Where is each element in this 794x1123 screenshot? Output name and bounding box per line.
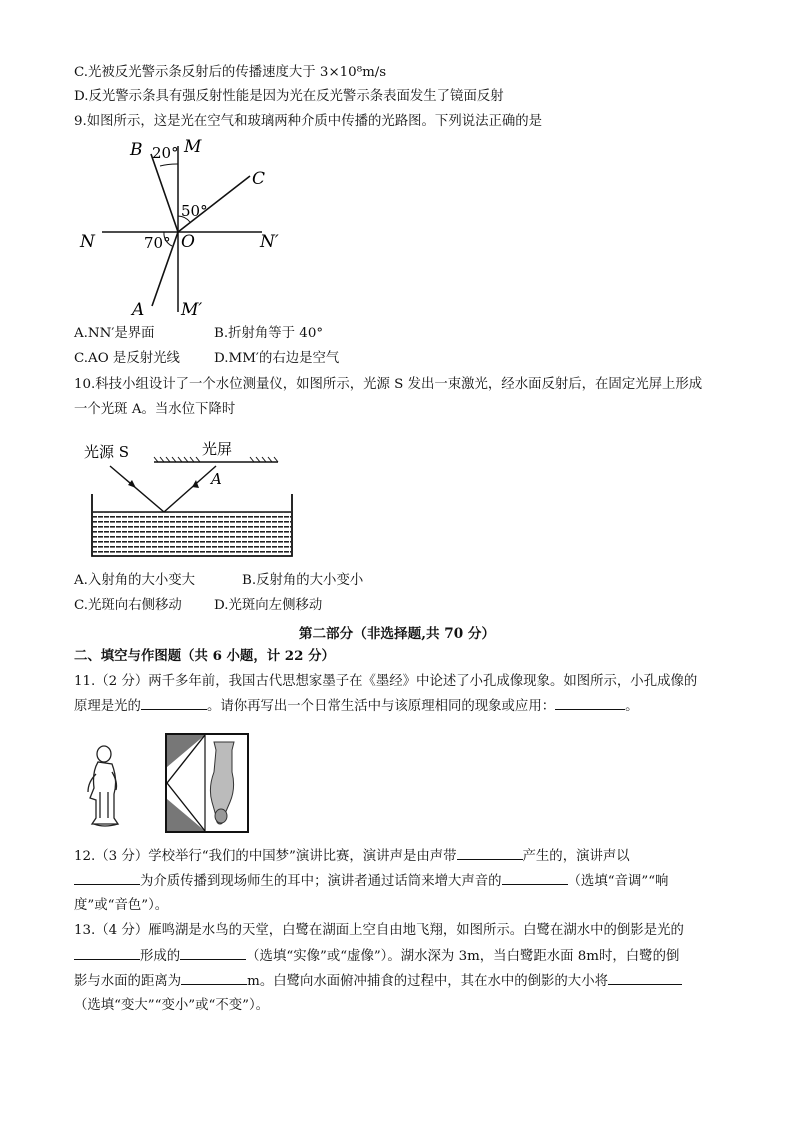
angle-70-label: 70° — [144, 234, 171, 252]
q13-blank-4[interactable] — [608, 972, 682, 985]
q10-stem-line-2: 一个光斑 A。当水位下降时 — [74, 402, 236, 417]
q10-stem-line-1: 10.科技小组设计了一个水位测量仪，如图所示，光源 S 发出一束激光，经水面反射后，在固定光屏上形成 — [74, 377, 703, 392]
q12-line-1 — [74, 847, 630, 866]
q12-blank-2[interactable] — [74, 872, 140, 885]
q13-blank-3[interactable] — [181, 972, 247, 985]
q9-stem: 9.如图所示，这是光在空气和玻璃两种介质中传播的光路图。下列说法正确的是 — [74, 114, 543, 129]
q9-option-a: A.NN′是界面 — [74, 326, 155, 341]
q13-line-1: 13.（4 分）雁鸣湖是水鸟的天堂，白鹭在湖面上空自由地飞翔，如图所示。白鹭在湖水中的倒影是光的 — [74, 923, 684, 938]
label-n-prime: N′ — [260, 232, 279, 252]
reflected-ray — [164, 466, 216, 512]
ray-ob — [151, 154, 178, 232]
incident-ray — [110, 466, 164, 512]
spot-a-label: A — [211, 470, 222, 488]
q13-blank-1[interactable] — [74, 947, 140, 960]
label-m: M — [184, 137, 202, 157]
q13-text-d: m。白鹭向水面俯冲捕食的过程中，其在水中的倒影的大小将 — [247, 974, 608, 989]
source-label: 光源 S — [84, 443, 130, 461]
q9-option-b: B.折射角等于 40° — [214, 326, 324, 341]
incident-arrow — [128, 480, 136, 488]
q11-line-2 — [74, 697, 639, 716]
angle-50-label: 50° — [181, 202, 208, 220]
q12-text-d: （选填“音调”“响 — [567, 874, 669, 889]
q13-text-b: （选填“实像”或“虚像”）。湖水深为 3m，当白鹭距水面 8m时，白鹭的倒 — [246, 949, 680, 964]
q13-text-c: 影与水面的距离为 — [74, 974, 182, 989]
q12-line-3: 度”或“音色”）。 — [74, 898, 169, 913]
q13-text-a: 形成的 — [140, 949, 181, 964]
water-body — [93, 512, 291, 555]
q12-line-2 — [74, 872, 668, 891]
angle-20-label: 20° — [152, 144, 179, 162]
q13-line-3 — [74, 972, 682, 991]
section-two-heading: 二、填空与作图题（共 6 小题，计 22 分） — [74, 648, 335, 664]
q12-blank-3[interactable] — [502, 872, 568, 885]
q12-text-c: 为介质传播到现场师生的耳中；演讲者通过话筒来增大声音的 — [140, 874, 502, 889]
label-o: O — [181, 232, 195, 252]
q12-text-b: 产生的，演讲声以 — [522, 849, 630, 864]
q12-text-a: 12.（3 分）学校举行“我们的中国梦”演讲比赛，演讲声是由声带 — [74, 849, 457, 864]
q10-options-row-1 — [74, 572, 364, 590]
part-two-title: 第二部分（非选择题,共 70 分） — [298, 626, 496, 642]
q12-blank-1[interactable] — [457, 847, 523, 860]
q8-option-c: C.光被反光警示条反射后的传播速度大于 3×10⁸m/s — [74, 65, 387, 80]
q9-option-d: D.MM′的右边是空气 — [214, 351, 340, 366]
person-figure — [88, 746, 118, 826]
q10-option-c: C.光斑向右侧移动 — [74, 598, 182, 613]
q11-line-1: 11.（2 分）两千多年前，我国古代思想家墨子在《墨经》中论述了小孔成像现象。如图所示，小孔成像的 — [74, 674, 698, 689]
label-m-prime: M′ — [181, 300, 203, 320]
q10-option-d: D.光斑向左侧移动 — [214, 598, 323, 613]
screen-label: 光屏 — [202, 440, 233, 458]
q9-options-row-2 — [74, 350, 340, 368]
q10-water-level-figure — [74, 436, 306, 562]
q11-blank-2[interactable] — [555, 697, 625, 710]
q13-line-2 — [74, 947, 679, 966]
label-b: B — [130, 140, 143, 160]
q13-blank-2[interactable] — [180, 947, 246, 960]
q8-option-d: D.反光警示条具有强反射性能是因为光在反光警示条表面发生了镜面反射 — [74, 89, 504, 104]
label-n: N — [80, 232, 95, 252]
q11-text-c: 。 — [625, 699, 639, 714]
q10-option-a: A.入射角的大小变大 — [74, 573, 196, 588]
q9-option-c: C.AO 是反射光线 — [74, 351, 180, 366]
angle-arc-20 — [160, 164, 178, 166]
q9-options-row-1 — [74, 325, 324, 343]
q11-blank-1[interactable] — [141, 697, 207, 710]
q11-text-b: 。请你再写出一个日常生活中与该原理相同的现象或应用： — [206, 699, 556, 714]
q11-text-a: 原理是光的 — [74, 699, 141, 714]
q13-line-4: （选填“变大”“变小”或“不变”）。 — [74, 998, 270, 1013]
q10-option-b: B.反射角的大小变小 — [242, 573, 364, 588]
q9-light-path-figure — [74, 134, 306, 322]
label-a: A — [132, 300, 145, 320]
q10-options-row-2 — [74, 597, 323, 615]
label-c: C — [252, 169, 266, 189]
q11-pinhole-figure — [74, 732, 254, 836]
